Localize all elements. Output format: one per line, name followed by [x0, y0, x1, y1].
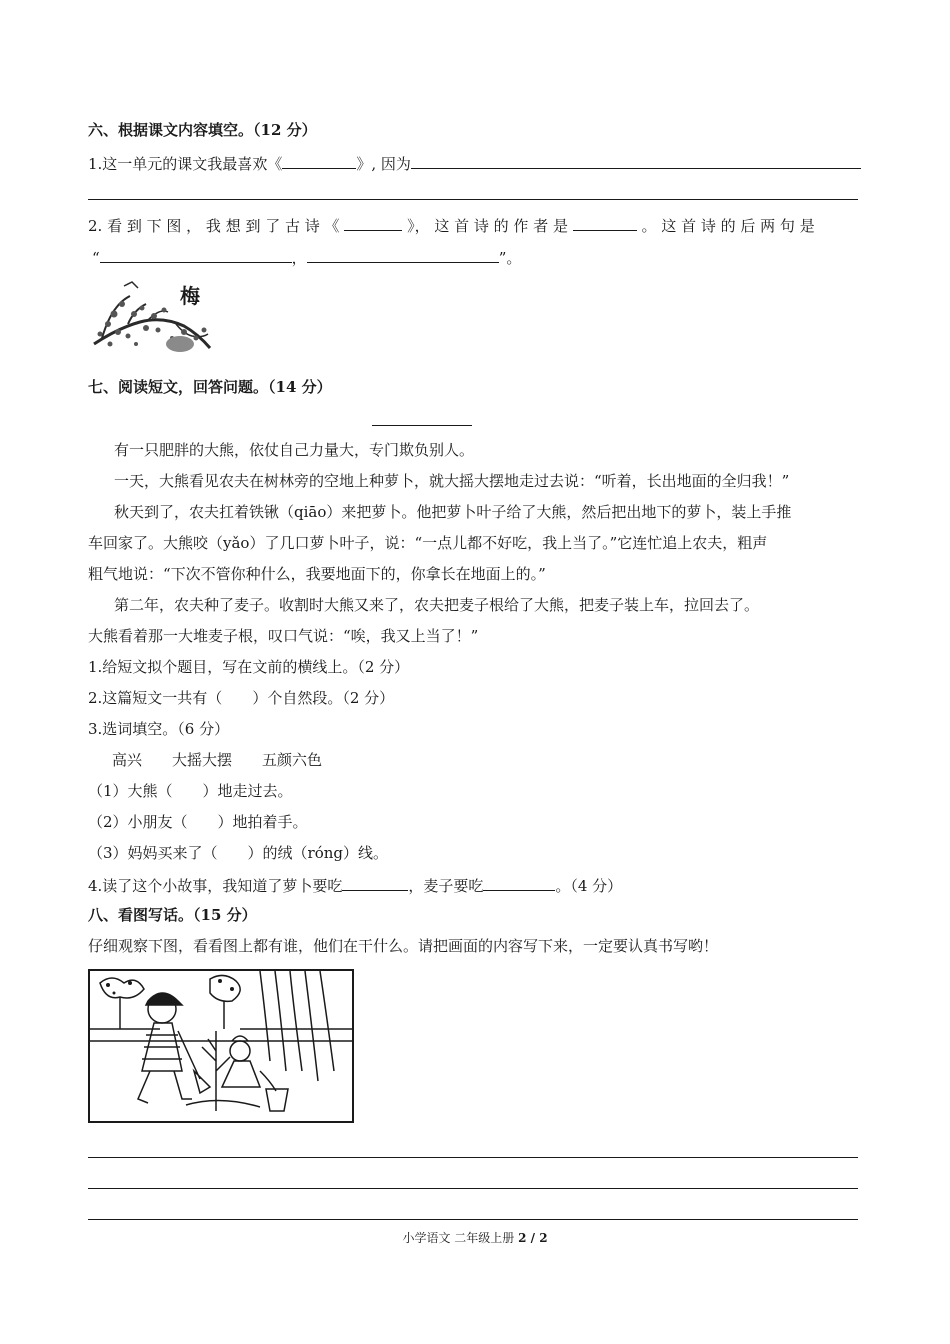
s6-q2-verse2-blank[interactable]: [307, 246, 499, 263]
s7-fill-3: （3）妈妈买来了（ ）的绒（róng）线。: [88, 844, 389, 862]
s7-q2: 2.这篇短文一共有（ ）个自然段。（2 分）: [88, 689, 395, 707]
s7-q4-wheat-blank[interactable]: [483, 874, 555, 891]
writing-line-2[interactable]: [88, 1188, 858, 1189]
s6-q1-line: [88, 152, 861, 174]
footer-label: 小学语文 二年级上册: [402, 1231, 515, 1245]
story-paragraph-3-line1: 秋天到了，农夫扛着铁锹（qiāo）来把萝卜。他把萝卜叶子给了大熊，然后把出地下的萝卜，装上手推: [114, 503, 792, 521]
section8-heading: 八、看图写话。（15 分）: [88, 906, 257, 924]
story-paragraph-4-line2: 大熊看着那一大堆麦子根，叹口气说：“唉，我又上当了！”: [88, 627, 479, 645]
story-title-blank[interactable]: [372, 425, 472, 426]
section8-instruction: 仔细观察下图，看看图上都有谁，他们在干什么。请把画面的内容写下来，一定要认真书写哟！: [88, 937, 719, 955]
section7-heading: 七、阅读短文，回答问题。（14 分）: [88, 378, 332, 396]
s6-q2-verse1-blank[interactable]: [100, 246, 292, 263]
s7-fill-2: （2）小朋友（ ）地拍着手。: [88, 813, 308, 831]
writing-line-3[interactable]: [88, 1219, 858, 1220]
plum-blossom-image: [88, 278, 214, 356]
s6-q2-text-c: 。 这 首 诗 的 后 两 句 是: [641, 217, 815, 235]
story-paragraph-3-line3: 粗气地说：“下次不管你种什么，我要地面下的，你拿长在地面上的。”: [88, 565, 546, 583]
s7-q4-suffix: 。（4 分）: [555, 877, 623, 895]
s6-q1-reason-blank[interactable]: [411, 152, 861, 169]
s6-q2-text-b: 》， 这 首 诗 的 作 者 是: [407, 217, 568, 235]
s6-q1-answer-line[interactable]: [88, 199, 858, 200]
tree-planting-drawing: [90, 971, 352, 1121]
footer-page-number: 2 / 2: [518, 1231, 548, 1245]
s6-q2-author-blank[interactable]: [573, 214, 637, 231]
s7-q1: 1.给短文拟个题目，写在文前的横线上。（2 分）: [88, 658, 410, 676]
s6-q2-poem-blank[interactable]: [344, 214, 402, 231]
s6-q2-line2: [92, 246, 521, 268]
s6-q2-comma: ，: [291, 249, 307, 267]
section6-heading: 六、根据课文内容填空。（12 分）: [88, 121, 317, 139]
s7-fill-1: （1）大熊（ ）地走过去。: [88, 782, 293, 800]
s7-word-choices: 高兴 大摇大摆 五颜六色: [112, 751, 323, 769]
s6-q1-prefix: 1.这一单元的课文我最喜欢《: [88, 155, 283, 173]
s7-q4-prefix: 4.读了这个小故事，我知道了萝卜要吃: [88, 877, 343, 895]
plum-character: 梅: [180, 284, 200, 308]
page-footer: [0, 1230, 950, 1246]
s6-q2-close-quote: ”。: [498, 249, 522, 267]
s6-q2-text-a: 2. 看 到 下 图 ， 我 想 到 了 古 诗 《: [88, 217, 340, 235]
s6-q1-title-blank[interactable]: [282, 152, 356, 169]
story-paragraph-1: 有一只肥胖的大熊，依仗自己力量大，专门欺负别人。: [114, 441, 475, 459]
s7-q4-line: [88, 874, 622, 896]
story-paragraph-2: 一天，大熊看见农夫在树林旁的空地上种萝卜，就大摇大摆地走过去说：“听着，长出地面的全归我！”: [114, 472, 790, 490]
s6-q2-line1: [88, 214, 815, 236]
story-paragraph-4-line1: 第二年，农夫种了麦子。收割时大熊又来了，农夫把麦子根给了大熊，把麦子装上车，拉回去了。: [114, 596, 760, 614]
s6-q2-open-quote: “: [92, 249, 100, 267]
tree-planting-image: [88, 969, 354, 1123]
writing-line-1[interactable]: [88, 1157, 858, 1158]
story-paragraph-3-line2: 车回家了。大熊咬（yǎo）了几口萝卜叶子，说：“一点儿都不好吃，我上当了。”它连忙追上农夫，粗声: [88, 534, 768, 552]
s6-q1-middle: 》, 因为: [356, 155, 411, 173]
s7-q3: 3.选词填空。（6 分）: [88, 720, 230, 738]
s7-q4-radish-blank[interactable]: [342, 874, 408, 891]
s7-q4-middle: ，麦子要吃: [408, 877, 484, 895]
